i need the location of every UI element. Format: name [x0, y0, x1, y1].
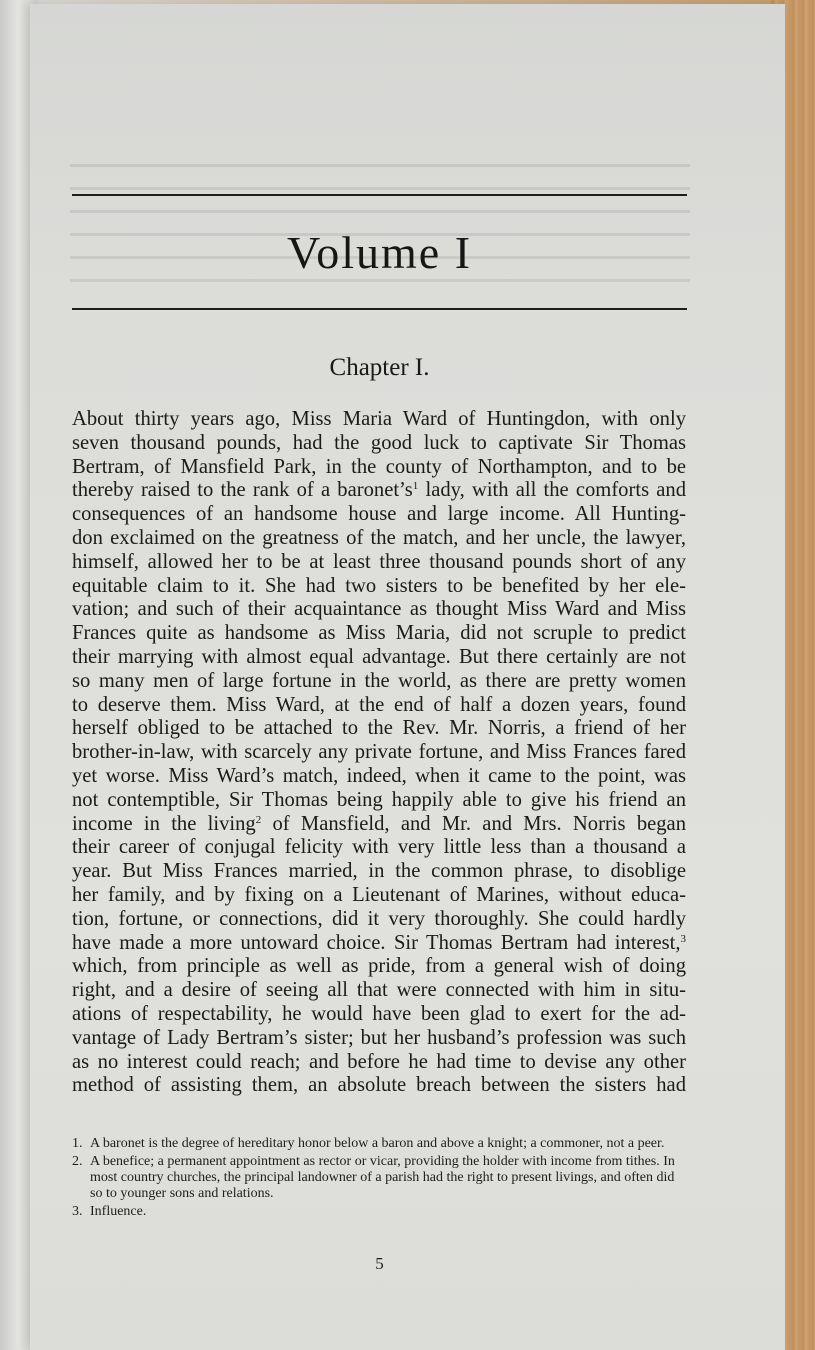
text-line: tion, fortune, or connections, did it very thoroughly. She could hardly: [72, 907, 686, 930]
text-line: right, and a desire of seeing all that were connected with him in situ-: [72, 979, 686, 1002]
text-line: yet worse. Miss Ward’s match, indeed, when it came to the point, was: [72, 764, 686, 787]
text-line: their career of conjugal felicity with very little less than a thousand a: [72, 836, 686, 859]
text-line: to deserve them. Miss Ward, at the end of half a dozen years, found: [72, 693, 686, 716]
footnote-marker: 1: [412, 480, 419, 493]
text-line: her family, and by fixing on a Lieutenant of Marines, without educa-: [72, 883, 686, 906]
footnote-marker: 3: [680, 932, 686, 945]
text-line: [72, 813, 686, 837]
body-text: [72, 408, 686, 1098]
text-line: don exclaimed on the greatness of the match, and her uncle, the lawyer,: [72, 526, 686, 549]
footnote-number: 1.: [72, 1136, 83, 1151]
footnote: [72, 1204, 686, 1220]
text-line: vantage of Lady Bertram’s sister; but her husband’s profession was such: [72, 1026, 686, 1049]
text-line: equitable claim to it. She had two sisters to be benefited by her ele-: [72, 574, 686, 597]
text-line: Bertram, of Mansfield Park, in the county of Northampton, and to be: [72, 455, 686, 478]
title-rule-top: [72, 194, 687, 196]
text-line: so many men of large fortune in the world, as there are pretty women: [72, 669, 686, 692]
text-line: [72, 479, 686, 503]
text-line: [72, 932, 686, 956]
footnote-marker: 2: [255, 813, 262, 826]
footnote-text: A benefice; a permanent appointment as rector or vicar, providing the holder with income from tithes. In most country churches, the principal landowner of a parish had the right to present livings, and often did so to younger sons and relations.: [90, 1154, 675, 1201]
text-line: their marrying with almost equal advantage. But there certainly are not: [72, 645, 686, 668]
footnote-text: A baronet is the degree of hereditary honor below a baron and above a knight; a commoner, not a peer.: [90, 1136, 665, 1151]
title-rule-bottom: [72, 308, 687, 310]
footnote: [72, 1136, 686, 1152]
text-line: seven thousand pounds, had the good luck to captivate Sir Thomas: [72, 431, 686, 454]
footnote-number: 2.: [72, 1154, 83, 1169]
line-segment: lady, with all the comforts and: [425, 479, 686, 502]
book-page: [30, 4, 785, 1350]
line-segment: of Mansfield, and Mr. and Mrs. Norris began: [272, 812, 686, 835]
text-line: Frances quite as handsome as Miss Maria, did not scruple to predict: [72, 622, 686, 645]
footnote-number: 3.: [72, 1204, 83, 1219]
chapter-heading: Chapter I.: [329, 354, 430, 381]
text-line: method of assisting them, an absolute breach between the sisters had: [72, 1074, 686, 1097]
footnote: [72, 1154, 686, 1202]
page-number: 5: [375, 1254, 384, 1273]
footnote-text: Influence.: [90, 1204, 147, 1219]
text-line: himself, allowed her to be at least three thousand pounds short of any: [72, 550, 686, 573]
text-line: consequences of an handsome house and large income. All Hunting-: [72, 503, 686, 526]
text-line: vation; and such of their acquaintance as thought Miss Ward and Miss: [72, 598, 686, 621]
text-line: brother-in-law, with scarcely any private fortune, and Miss Frances fared: [72, 741, 686, 764]
line-segment: thereby raised to the rank of a baronet’s: [72, 479, 413, 502]
text-line: herself obliged to be attached to the Rev. Mr. Norris, a friend of her: [72, 717, 686, 740]
footnotes: [72, 1136, 686, 1222]
line-segment: income in the living: [72, 812, 256, 835]
text-line: year. But Miss Frances married, in the common phrase, to disoblige: [72, 860, 686, 883]
text-line: About thirty years ago, Miss Maria Ward of Huntingdon, with only: [72, 408, 686, 430]
text-line: which, from principle as well as pride, from a general wish of doing: [72, 955, 686, 978]
text-line: not contemptible, Sir Thomas being happily able to give his friend an: [72, 788, 686, 811]
text-line: ations of respectability, he would have been glad to exert for the ad-: [72, 1002, 686, 1025]
volume-title: Volume I: [286, 227, 473, 278]
line-segment: have made a more untoward choice. Sir Thomas Bertram had interest,: [72, 931, 681, 954]
text-line: as no interest could reach; and before he had time to devise any other: [72, 1050, 686, 1073]
